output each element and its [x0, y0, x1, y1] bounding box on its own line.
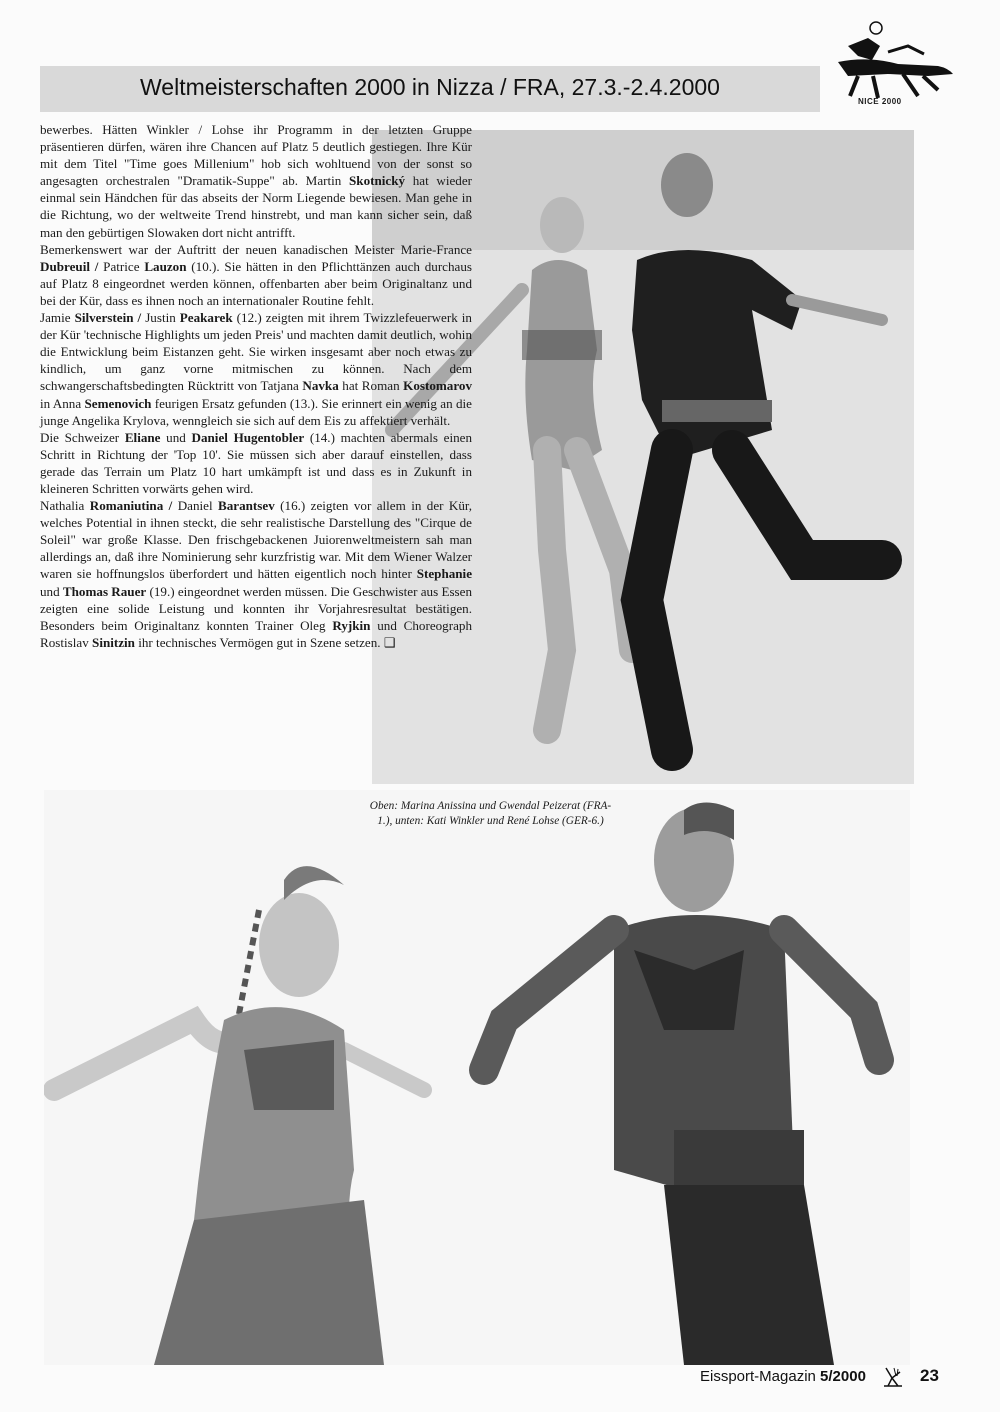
page-number: 23	[920, 1366, 939, 1385]
paragraph-text: feurigen Ersatz gefunden (13.). Sie erinnert ein wenig an die junge Angelika Krylova, wenngleich sie sich auf dem Eis zu affektiert verhält.	[40, 395, 472, 428]
footer-magazine-name: Eissport-Magazin	[700, 1368, 821, 1385]
article-paragraph	[40, 429, 472, 497]
paragraph-text: hat wieder einmal sein Händchen für das abseits der Norm Liegende bewiesen. Man gehe in die Richtung, wo der weltweite Trend hinstrebt, und man kann sicher sein, daß man den gebürtigen Slowaken dort nicht antrifft.	[40, 173, 473, 240]
name-bold: Lauzon	[144, 258, 187, 274]
article-paragraph	[40, 121, 472, 241]
paragraph-text: Justin	[145, 310, 180, 326]
paragraph-text: (19.) eingeordnet werden müssen. Die Geschwister aus Essen zeigten eine solide Leistung und konnten ihr Vorjahresresultat bestätigen. Besonders beim Originaltanz konnten Trainer Oleg	[40, 583, 473, 633]
footer-issue: 5/2000	[820, 1368, 866, 1385]
photo-caption: Oben: Marina Anissina und Gwendal Peizerat (FRA-1.), unten: Kati Winkler und René Lohse (GER-6.)	[369, 800, 612, 827]
skater-icon	[880, 1364, 906, 1390]
paragraph-text: ihr technisches Vermögen gut in Szene setzen.	[134, 634, 381, 650]
footer-magazine	[700, 1368, 866, 1385]
article-body	[40, 121, 472, 651]
paragraph-text: Daniel	[177, 498, 219, 514]
article-paragraph	[40, 497, 472, 651]
name-bold: Thomas Rauer	[62, 583, 147, 599]
name-bold: Dubreuil /	[40, 258, 104, 274]
name-bold: Semenovich	[84, 395, 152, 411]
paragraph-text: hat Roman	[338, 378, 404, 394]
name-bold: Ryjkin	[332, 617, 371, 633]
end-mark-icon: ❑	[383, 634, 396, 650]
name-bold: Daniel Hugentobler	[191, 429, 305, 445]
photo-bottom-illustration	[44, 790, 910, 1365]
name-bold: Silverstein /	[74, 310, 146, 326]
paragraph-text: Bemerkenswert war der Auftritt der neuen kanadischen Meister Marie-France	[40, 241, 472, 257]
paragraph-text: (12.) zeigten mit ihrem Twizzlefeuerwerk in der Kür 'technische Highlights um jeden Preis' und machten damit deutlich, wohin die Entwicklung beim Eistanzen geht. Sie wirken insgesamt aber noch etwas zu kindlich, um ganz vorne mitmischen zu können. Nach dem schwangerschaftsbedingten Rücktritt von Tatjana	[40, 310, 472, 394]
paragraph-text: (16.) zeigten vor allem in der Kür, welches Potential in ihnen steckt, die sehr realistische Darstellung des "Cirque de Soleil" war große Klasse. Den frischgebackenen Juiorenweltmeistern sah man allerdings an, daß ihre Nominierung sehr kurzfristig war. Mit dem Wiener Walzer waren sie hoffnungslos überfordert und hätten eigentlich noch hinter	[40, 498, 473, 582]
article-paragraph	[40, 241, 472, 309]
paragraph-text: und	[40, 583, 63, 599]
paragraph-text: Jamie	[40, 310, 75, 326]
name-bold: Stephanie	[416, 566, 472, 582]
name-bold: Eliane	[124, 429, 161, 445]
page-title: Weltmeisterschaften 2000 in Nizza / FRA, 27.3.-2.4.2000	[140, 74, 720, 100]
name-bold: Kostomarov	[403, 378, 473, 394]
paragraph-text: Nathalia	[40, 498, 90, 514]
name-bold: Sinitzin	[92, 634, 135, 650]
paragraph-text: und	[160, 429, 192, 445]
name-bold: Peakarek	[179, 310, 233, 326]
paragraph-text: bewerbes. Hätten Winkler / Lohse ihr Programm in der letzten Gruppe präsentieren dürfen, wären ihre Chancen auf Platz 5 deutlich gestiegen. Ihre Kür mit dem Titel "Time goes Millenium" hob sich wohltuend von der sonst so angesagten orchestralen "Dramatik-Suppe" ab. Martin	[40, 122, 472, 189]
paragraph-text: Die Schweizer	[40, 429, 125, 445]
name-bold: Skotnický	[349, 173, 406, 189]
logo-label: NICE 2000	[858, 97, 902, 106]
name-bold: Romaniutina /	[89, 498, 178, 514]
photo-winkler-lohse	[44, 790, 910, 1365]
paragraph-text: Patrice	[103, 258, 145, 274]
paragraph-text: und Choreograph Rostislav	[40, 617, 472, 650]
name-bold: Barantsev	[218, 498, 275, 514]
paragraph-text: (14.) machten abermals einen Schritt in Richtung der 'Top 10'. Sie müssen sich aber darauf einstellen, dass gerade das Terrain um Platz 10 hart umkämpft ist und dass es in Zukunft in kleineren Schritten vorwärts gehen wird.	[40, 429, 472, 496]
paragraph-text: (10.). Sie hätten in den Pflichttänzen auch durchaus auf Platz 8 eingeordnet werden können, offenbarten aber beim Originaltanz und bei der Kür, dass es ihnen noch an internationaler Routine fehlt.	[40, 258, 472, 308]
paragraph-text: in Anna	[40, 395, 85, 411]
name-bold: Navka	[302, 378, 339, 394]
article-paragraph	[40, 309, 472, 429]
header-bar	[40, 66, 820, 112]
